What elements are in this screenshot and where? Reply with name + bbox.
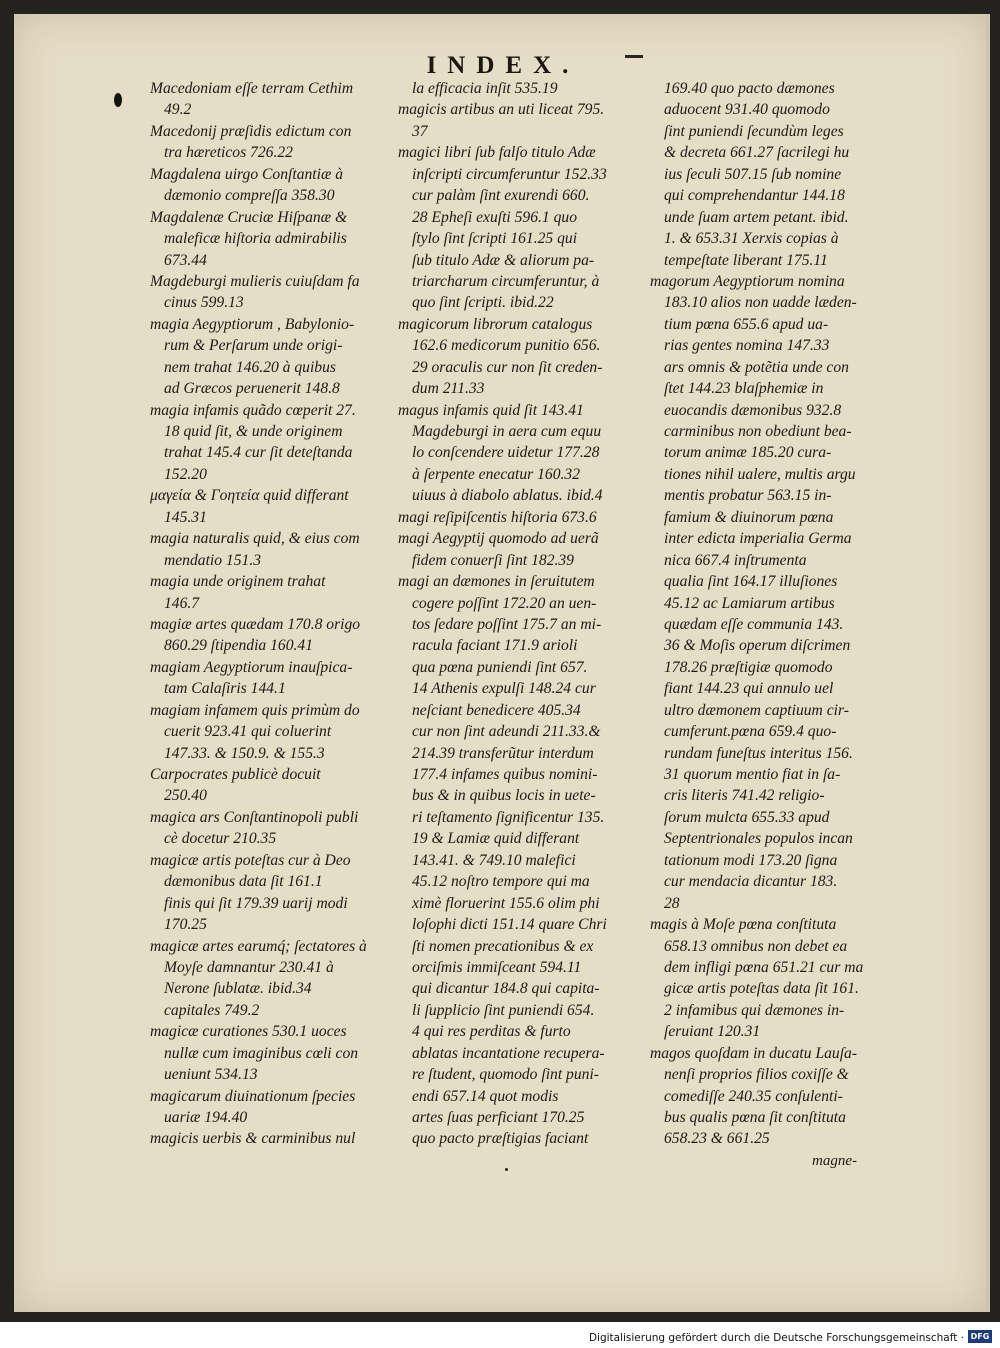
index-entry-line: inter edicta imperialia Germa (664, 530, 852, 548)
index-entry-line: bus qualis pœna ſit conſtituta (664, 1109, 846, 1126)
index-entry-line: ri teſtamento ſignificentur 135. (412, 808, 605, 826)
index-entry-line: 214.39 transferũtur interdum (412, 744, 594, 762)
index-entry-line: la efficacia inſit 535.19 (412, 80, 558, 97)
index-entry-line: magicæ artes earumq́; ſectatores à (150, 937, 367, 955)
index-entry-line: dæmonio compreſſa 358.30 (164, 187, 335, 205)
index-entry-line: trahat 145.4 cur ſit deteſtanda (164, 444, 353, 462)
index-entry-line: 183.10 alios non uadde læden- (664, 294, 857, 312)
index-entry-line: à ſerpente enecatur 160.32 (412, 465, 581, 483)
index-entry-line: Magdalena uirgo Conſtantiæ à (150, 165, 344, 183)
index-entry-line: 28 (664, 894, 680, 912)
index-entry-line: 146.7 (164, 594, 200, 612)
index-entry-line: cè docetur 210.35 (164, 830, 277, 848)
index-entry-line: magicis artibus an uti liceat 795. (398, 101, 605, 119)
index-entry-line: fiant 144.23 qui annulo uel (664, 680, 834, 698)
index-entry-line: Nerone ſublatæ. ibid.34 (164, 980, 312, 998)
index-column-middle (398, 78, 626, 1150)
index-entry-line: 31 quorum mentio fiat in ſa- (664, 766, 841, 783)
dfg-logo-icon: DFG (968, 1330, 992, 1343)
index-entry-line: magis à Moſe pœna conſtituta (650, 916, 837, 934)
index-entry-line: magici libri ſub falſo titulo Adæ (398, 144, 596, 162)
index-entry-line: 28 Epheſi exuſti 596.1 quo (412, 208, 578, 226)
index-entry-line: artes ſuas perficiant 170.25 (412, 1109, 585, 1126)
index-entry-line: 177.4 infames quibus nomini- (412, 766, 598, 783)
index-entry-line: 170.25 (164, 916, 207, 934)
ink-speck (505, 1168, 508, 1171)
index-entry-line: μαγεία & Γοητεία quid differant (150, 487, 349, 505)
index-entry-line: 178.26 præſtigiæ quomodo (664, 658, 833, 676)
index-entry-line: 14 Athenis expulſi 148.24 cur (412, 680, 596, 698)
index-entry-line: magicæ artis poteſtas cur à Deo (150, 851, 351, 869)
index-entry-line: bus & in quibus locis in uete- (412, 787, 596, 805)
index-entry-line: Magdeburgi mulieris cuiuſdam fa (150, 272, 360, 290)
index-entry-line: ſti nomen precationibus & ex (412, 937, 594, 955)
index-entry-line: 658.13 omnibus non debet ea (664, 937, 848, 955)
index-entry-line: magi an dæmones in ſeruitutem (398, 573, 595, 591)
index-entry-line: capitales 749.2 (164, 1001, 260, 1019)
index-entry-line: Macedoniam eſſe terram Cethim (150, 80, 354, 97)
ink-blot (114, 93, 122, 107)
index-entry-line: 1. & 653.31 Xerxis copias à (664, 230, 839, 248)
index-entry-line: fidem conuerſi ſint 182.39 (412, 551, 574, 569)
index-entry-line: magiæ artes quædam 170.8 origo (150, 615, 361, 633)
index-entry-line: Carpocrates publicè docuit (150, 766, 321, 783)
index-entry-line: ablatas incantatione recupera- (412, 1044, 605, 1062)
index-entry-line: ad Græcos peruenerit 148.8 (164, 380, 340, 398)
index-entry-line: magicorum librorum catalogus (398, 315, 593, 333)
index-entry-line: cogere poſſint 172.20 an uen- (412, 594, 597, 612)
index-entry-line: ſtet 144.23 blaſphemiæ in (664, 380, 824, 398)
index-entry-line: magia naturalis quid, & eius com (150, 530, 360, 548)
index-entry-line: dum 211.33 (412, 380, 485, 398)
index-entry-line: ultro dæmonem captiuum cir- (664, 701, 849, 719)
index-entry-line: rias gentes nomina 147.33 (664, 337, 830, 355)
index-entry-line: magi reſipiſcentis hiſtoria 673.6 (398, 508, 597, 526)
index-entry-line: ars omnis & potẽtia unde con (664, 358, 849, 376)
index-entry-line: magicis uerbis & carminibus nul (150, 1130, 356, 1148)
index-entry-line: qua pœna puniendi ſint 657. (412, 658, 588, 676)
index-entry-line: Septentrionales populos incan (664, 830, 853, 848)
index-entry-line: magiam Aegyptiorum inauſpica- (150, 658, 353, 676)
index-entry-line: ſorum mulcta 655.33 apud (664, 808, 830, 826)
index-entry-line: nem trahat 146.20 à quibus (164, 358, 336, 376)
index-entry-line: ueniunt 534.13 (164, 1066, 258, 1084)
index-entry-line: mendatio 151.3 (164, 551, 262, 569)
index-entry-line: mentis probatur 563.15 in- (664, 487, 832, 505)
index-entry-line: cinus 599.13 (164, 294, 244, 312)
index-entry-line: nullæ cum imaginibus cœli con (164, 1044, 359, 1062)
index-entry-line: 673.44 (164, 251, 207, 269)
index-entry-line: 18 quid ſit, & unde originem (164, 423, 343, 440)
index-entry-line: 152.20 (164, 465, 207, 483)
index-entry-line: rundam funeſtus interitus 156. (664, 744, 853, 762)
index-entry-line: 2 infamibus qui dæmones in- (664, 1001, 845, 1019)
index-entry-line: quo ſint ſcripti. ibid.22 (412, 294, 554, 312)
index-entry-line: nenſi proprios filios coxiſſe & (664, 1066, 849, 1084)
index-entry-line: magicæ curationes 530.1 uoces (150, 1023, 347, 1041)
index-entry-line: 860.29 ſtipendia 160.41 (164, 637, 314, 655)
index-entry-line: tium pœna 655.6 apud ua- (664, 315, 829, 333)
index-entry-line: cur non ſint adeundi 211.33.& (412, 723, 601, 741)
index-entry-line: quo pacto præſtigias faciant (412, 1130, 589, 1148)
index-entry-line: lo conſcendere uidetur 177.28 (412, 444, 600, 462)
index-entry-line: uariæ 194.40 (164, 1109, 248, 1126)
index-entry-line: dæmonibus data ſit 161.1 (164, 873, 323, 891)
index-entry-line: ximè floruerint 155.6 olim phi (412, 894, 600, 912)
index-entry-line: 143.41. & 749.10 malefici (412, 851, 576, 869)
index-entry-line: quædam eſſe communia 143. (664, 615, 844, 633)
index-entry-line: 162.6 medicorum punitio 656. (412, 337, 601, 355)
index-entry-line: ius ſeculi 507.15 ſub nomine (664, 165, 842, 183)
index-entry-line: neſciant benedicere 405.34 (412, 701, 581, 719)
index-entry-line: euocandis dæmonibus 932.8 (664, 401, 842, 419)
index-entry-line: tationum modi 173.20 ſigna (664, 851, 838, 869)
index-entry-line: loſophi dicti 151.14 quare Chri (412, 916, 607, 934)
index-entry-line: racula faciant 171.9 arioli (412, 637, 578, 655)
index-entry-line: 145.31 (164, 508, 207, 526)
index-entry-line: tiones nihil ualere, multis argu (664, 465, 856, 483)
index-entry-line: Macedonij præſidis edictum con (150, 122, 352, 140)
index-entry-line: tos ſedare poſſint 175.7 an mi- (412, 615, 602, 633)
index-entry-line: tra hæreticos 726.22 (164, 144, 293, 162)
index-entry-line: aduocent 931.40 quomodo (664, 101, 830, 119)
index-entry-line: re ſtudent, quomodo ſint puni- (412, 1066, 599, 1084)
index-entry-line: magia infamis quãdo cœperit 27. (150, 401, 356, 419)
index-entry-line: li ſupplicio ſint puniendi 654. (412, 1001, 595, 1019)
index-entry-line: ſint puniendi ſecundùm leges (664, 122, 844, 140)
index-entry-line: endi 657.14 quot modis (412, 1087, 559, 1105)
index-entry-line: 658.23 & 661.25 (664, 1130, 770, 1148)
page-edge (986, 14, 990, 1312)
index-entry-line: magorum Aegyptiorum nomina (650, 272, 845, 290)
index-entry-line: qualia ſint 164.17 illuſiones (664, 573, 838, 591)
index-entry-line: magos quoſdam in ducatu Lauſa- (650, 1044, 858, 1062)
index-entry-line: 36 & Moſis operum diſcrimen (664, 637, 851, 655)
index-entry-line: qui dicantur 184.8 qui capita- (412, 980, 600, 998)
catchword: magne- (812, 1153, 857, 1169)
index-entry-line: torum animæ 185.20 cura- (664, 444, 832, 462)
index-entry-line: gicæ artis poteſtas data ſit 161. (664, 980, 859, 998)
index-entry-line: finis qui ſit 179.39 uarij modi (164, 894, 348, 912)
index-entry-line: magia Aegyptiorum , Babylonio- (150, 315, 355, 333)
index-entry-line: 19 & Lamiæ quid differant (412, 830, 580, 848)
index-entry-line: 29 oraculis cur non ſit creden- (412, 358, 603, 376)
index-entry-line: 169.40 quo pacto dæmones (664, 80, 835, 97)
index-entry-line: qui comprehendantur 144.18 (664, 187, 845, 205)
index-entry-line: tam Calaſiris 144.1 (164, 680, 286, 698)
digitization-credit: Digitalisierung gefördert durch die Deutsche Forschungsgemeinschaft · (588, 1332, 964, 1344)
index-entry-line: 147.33. & 150.9. & 155.3 (164, 744, 325, 762)
index-entry-line: uiuus à diabolo ablatus. ibid.4 (412, 487, 603, 505)
index-entry-line: cuerit 923.41 qui coluerint (164, 723, 332, 741)
index-entry-line: unde ſuam artem petant. ibid. (664, 208, 849, 226)
index-entry-line: famium & diuinorum pœna (664, 508, 834, 526)
index-entry-line: magia unde originem trahat (150, 573, 326, 591)
index-entry-line: dem infligi pœna 651.21 cur ma (664, 958, 864, 976)
index-entry-line: magus infamis quid ſit 143.41 (398, 401, 584, 419)
index-entry-line: magiam infamem quis primùm do (150, 701, 360, 719)
index-entry-line: ſeruiant 120.31 (664, 1023, 761, 1041)
index-entry-line: Magdalenæ Cruciæ Hiſpanæ & (150, 208, 348, 226)
index-entry-line: 45.12 ac Lamiarum artibus (664, 594, 835, 612)
index-entry-line: magicarum diuinationum ſpecies (150, 1087, 356, 1105)
index-entry-line: 49.2 (164, 101, 192, 119)
index-entry-line: 250.40 (164, 787, 207, 805)
index-entry-line: magi Aegyptij quomodo ad uerã (398, 530, 599, 548)
index-entry-line: ſtylo ſint ſcripti 161.25 qui (412, 230, 578, 248)
index-entry-line: Moyſe damnantur 230.41 à (164, 958, 334, 976)
index-entry-line: cumferunt.pœna 659.4 quo- (664, 723, 837, 741)
index-entry-line: 4 qui res perditas & furto (412, 1023, 571, 1041)
index-entry-line: maleficæ hiſtoria admirabilis (164, 230, 347, 248)
index-entry-line: 45.12 noſtro tempore qui ma (412, 873, 590, 891)
index-entry-line: orciſmis immiſceant 594.11 (412, 958, 582, 976)
header-ornament (625, 55, 643, 58)
index-entry-line: carminibus non obediunt bea- (664, 423, 852, 440)
index-entry-line: inſcripti circumferuntur 152.33 (412, 165, 607, 183)
index-entry-line: nica 667.4 inſtrumenta (664, 551, 807, 569)
index-entry-line: cur palàm ſint exurendi 660. (412, 187, 590, 205)
index-column-left (150, 78, 378, 1150)
index-entry-line: triarcharum circumferuntur, à (412, 272, 600, 290)
index-entry-line: ſub titulo Adæ & aliorum pa- (412, 251, 595, 269)
page-title: INDEX. (426, 52, 580, 79)
index-entry-line: comediſſe 240.35 conſulenti- (664, 1087, 843, 1105)
index-entry-line: & decreta 661.27 ſacrilegi hu (664, 144, 850, 162)
index-entry-line: rum & Perſarum unde origi- (164, 337, 343, 355)
index-entry-line: tempeſtate liberant 175.11 (664, 251, 828, 269)
index-entry-line: cris literis 741.42 religio- (664, 787, 825, 805)
index-entry-line: cur mendacia dicantur 183. (664, 873, 838, 891)
index-entry-line: magica ars Conſtantinopoli publi (150, 808, 359, 826)
index-entry-line: Magdeburgi in aera cum equu (412, 423, 602, 440)
index-entry-line: 37 (412, 122, 428, 140)
index-column-right (650, 78, 878, 1150)
